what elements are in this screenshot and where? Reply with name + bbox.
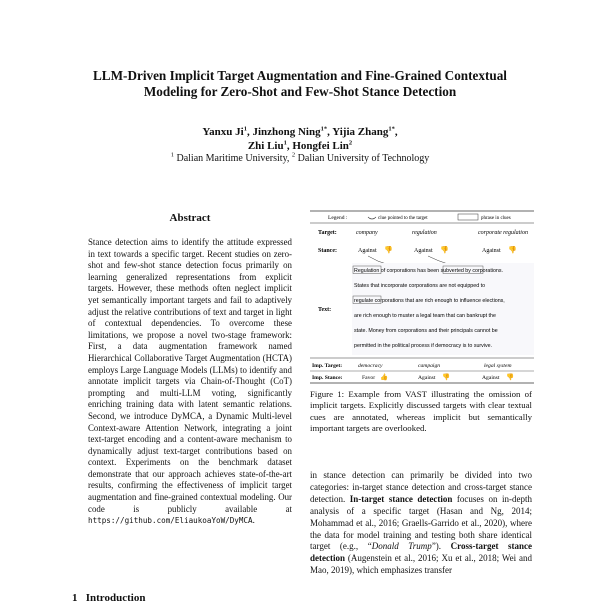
author-mark: 1* — [320, 125, 328, 133]
example-target: Donald Trump — [371, 541, 432, 552]
imp-stance-cell: Against — [418, 375, 436, 381]
cross-target-heading: Cross-target stance detection — [310, 541, 533, 564]
author-name: Jinzhong Ning — [252, 126, 321, 138]
row-label-stance: Stance: — [318, 248, 337, 254]
figure-1 — [308, 208, 536, 384]
thumbs-down-icon: 👎 — [440, 246, 449, 254]
text-line: States that incorporate corporations are not equipped to — [354, 283, 486, 289]
thumbs-down-icon: 👎 — [442, 374, 451, 381]
author-name: Hongfei Lin — [292, 139, 349, 152]
imp-target-cell: campaign — [418, 363, 441, 369]
paper-title — [40, 68, 560, 100]
in-target-heading: In-target stance detection — [349, 493, 453, 504]
affiliations — [60, 153, 540, 165]
text-line: state. Money from corporations and their principals cannot be — [354, 328, 498, 334]
imp-stance-cell: Favor — [362, 375, 376, 381]
title-line-1: LLM-Driven Implicit Target Augmentation and Fine-Grained Contextual — [93, 68, 507, 83]
imp-stance-cell: Against — [482, 375, 500, 381]
imp-target-cell: legal system — [484, 363, 512, 369]
section-number: 1 — [72, 592, 78, 604]
author-name: Yijia Zhang — [332, 126, 389, 138]
author-name: Zhi Liu — [247, 139, 284, 152]
authors-line-2: Zhi Liu$^1$, Hongfei Lin$^2$ — [247, 138, 353, 152]
introduction-heading — [72, 592, 145, 604]
author-mark: 2 — [348, 138, 353, 146]
abstract-end: . — [252, 515, 255, 526]
figure-caption: Figure 1: Example from VAST illustrating the omission of implicit targets. Explicitly discussed targets with clear textual cues are annotated, whereas implicit but semantically important targets are overlooked. — [310, 389, 532, 434]
body-paragraph — [310, 470, 532, 577]
legend-item-2: phrase in clues — [481, 216, 511, 221]
target-cell: company — [356, 230, 378, 236]
affil-mark: 2 — [291, 151, 296, 159]
target-cell: corporate regulation — [478, 230, 528, 236]
text-line: permitted in the political process if democracy is to survive. — [354, 343, 493, 349]
row-label-target: Target: — [318, 230, 337, 236]
abstract-body — [88, 237, 292, 527]
thumbs-up-icon: 👍 — [380, 374, 389, 381]
legend-label: Legend : — [328, 215, 348, 221]
thumbs-down-icon: 👎 — [508, 246, 517, 254]
row-label-imp-stance: Imp. Stance: — [312, 375, 343, 381]
stance-cell: Against — [414, 248, 433, 254]
body-text: ”). — [431, 541, 442, 552]
phrase-box-icon — [458, 214, 478, 220]
row-label-imp-target: Imp. Target: — [312, 363, 343, 369]
stance-cell: Against — [358, 248, 377, 254]
legend-item-1: clue pointed to the target — [378, 216, 428, 221]
text-line: Regulation of corporations has been subverted by corporations. — [354, 268, 503, 274]
author-mark: 1 — [283, 138, 287, 146]
figure-1-diagram — [308, 208, 536, 384]
thumbs-down-icon: 👎 — [506, 374, 515, 381]
author-mark: 1 — [243, 125, 247, 133]
author-mark: 1* — [388, 125, 395, 133]
text-line: are rich enough to muster a legal team that can bankrupt the — [354, 313, 496, 319]
text-line: regulate corporations that are rich enough to influence elections, — [354, 298, 505, 304]
author-list — [60, 126, 540, 153]
affiliation-1: Dalian Maritime University, — [176, 153, 290, 164]
authors-line-1: Yanxu Ji$^1$, Jinzhong Ning$^{1*}$, Yijia Zhang$^{1*}$, — [202, 125, 398, 138]
body-text: (Augenstein et al., 2016; Xu et al., 2018; Wei and Mao, 2019), which emphasizes transfer — [310, 553, 533, 576]
abstract-heading: Abstract — [169, 212, 211, 224]
section-title: Introduction — [85, 592, 146, 604]
thumbs-down-icon: 👎 — [384, 246, 393, 254]
title-line-2: Modeling for Zero-Shot and Few-Shot Stance Detection — [143, 84, 457, 99]
abstract-text: Stance detection aims to identify the attitude expressed in text towards a specific target. Recent studies on zero-shot and few-shot stance detection focus primarily on learning generalized representations from explicit targets. However, these methods often neglect implicit yet semantically important targets and fail to adaptively adjust the relative contributions of text and target in light of contextual dependencies. To overcome these limitations, we propose a novel two-stage framework: First, a data augmentation framework named Hierarchical Collaborative Target Augmentation (HCTA) employs Large Language Models (LLMs) to identify and annotate implicit targets via Chain-of-Thought (CoT) prompting and multi-LLM voting, significantly enriching training data with latent semantic relations. Second, we introduce DyMCA, a Dynamic Multi-level Context-aware Attention Network, integrating a joint text-target encoding and a content-aware mechanism to dynamically adjust text-target contributions based on context. Experiments on the benchmark dataset demonstrate that our approach achieves state-of-the-art results, confirming the effectiveness of implicit target augmentation and fine-grained contextual modeling. Our code is publicly available at — [88, 237, 292, 514]
affil-mark: 1 — [170, 151, 174, 159]
imp-target-cell: democracy — [358, 363, 383, 369]
target-cell: regulation — [412, 230, 437, 236]
row-label-text: Text: — [318, 307, 332, 313]
clue-arrow-icon — [368, 217, 376, 219]
body-text: in stance detection can primarily be divided into two categories: in-target stance detection and cross-target stance detection. — [310, 470, 532, 504]
body-text: focuses on in-depth analysis of a specific target (Hasan and Ng, 2014; Mohammad et al., 2016; Graells-Garrido et al., 2020), where the data for model training and testing both share identical target (e.g., “ — [310, 493, 532, 552]
author-name: Yanxu Ji — [202, 126, 244, 138]
code-link[interactable]: https://github.com/EliaukoaYoW/DyMCA — [88, 516, 253, 526]
affiliation-2: Dalian University of Technology — [297, 153, 430, 164]
text-panel — [352, 263, 534, 355]
stance-cell: Against — [482, 248, 501, 254]
